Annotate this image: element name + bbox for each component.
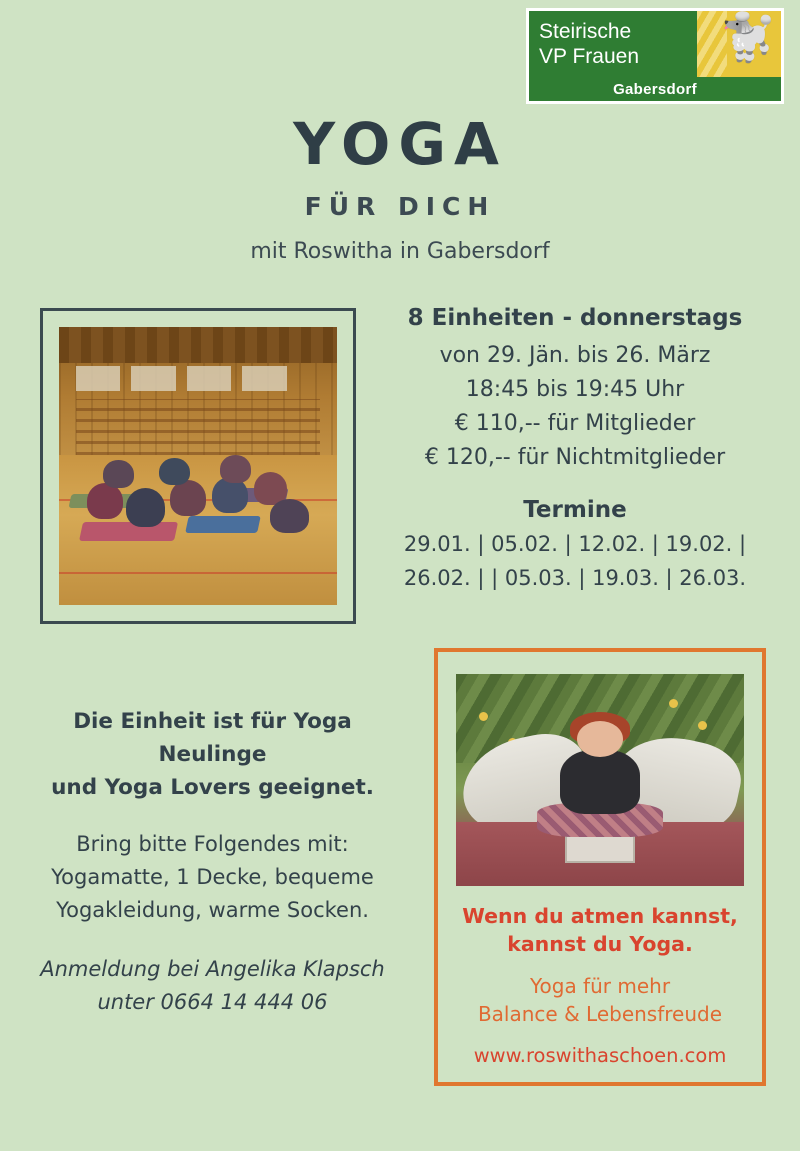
details-block (20, 705, 405, 1019)
page-title: YOGA (293, 110, 507, 178)
gym-window (242, 366, 286, 391)
organization-logo (526, 8, 784, 104)
course-line-price-members: € 110,-- für Mitglieder (454, 411, 696, 436)
gym-window (187, 366, 231, 391)
bring-line-1: Bring bitte Folgendes mit: (76, 832, 349, 856)
logo-line-1: Steirische (539, 20, 632, 43)
instructor-head (577, 721, 623, 757)
instructor-body (560, 750, 641, 814)
yoga-mat (79, 522, 178, 541)
suitability-line-1: Die Einheit ist für Yoga Neulinge (73, 709, 352, 767)
quote-line-2: kannst du Yoga. (507, 932, 693, 956)
instructor-portrait (456, 674, 744, 886)
gym-ceiling (59, 327, 337, 363)
appointments-heading: Termine (523, 497, 627, 523)
yoga-class-photo-image (59, 327, 337, 605)
course-line-price-nonmembers: € 120,-- für Nichtmitglieder (424, 445, 726, 470)
registration-phone: unter 0664 14 444 06 (97, 990, 328, 1014)
panther-icon (697, 11, 781, 77)
logo-location-label: Gabersdorf (613, 80, 697, 98)
floor-marking (59, 572, 337, 574)
appointments-line-1: 29.01. | 05.02. | 12.02. | 19.02. | (403, 532, 747, 556)
poster-header (0, 110, 800, 264)
suitability-line-2: und Yoga Lovers geeignet. (51, 775, 374, 800)
yoga-participant (220, 455, 251, 483)
logo-line-2: VP Frauen (539, 45, 640, 68)
gym-window (76, 366, 120, 391)
course-heading: 8 Einheiten - donnerstags (407, 305, 743, 331)
wall-bars (76, 399, 321, 455)
appointments-line-2: 26.02. | | 05.03. | 19.03. | 26.03. (403, 566, 747, 590)
yoga-mat (185, 516, 261, 533)
website-url[interactable]: www.roswithaschoen.com (473, 1044, 727, 1067)
yoga-class-photo (40, 308, 356, 624)
page-tagline: mit Roswitha in Gabersdorf (250, 239, 550, 264)
panther-glyph: 🐩 (719, 11, 777, 64)
logo-location-bar (529, 77, 781, 101)
course-line-time: 18:45 bis 19:45 Uhr (465, 377, 685, 402)
registration-line-1: Anmeldung bei Angelika Klapsch (40, 957, 385, 981)
course-line-dates: von 29. Jän. bis 26. März (439, 343, 711, 368)
logo-top-row (529, 11, 781, 77)
course-info (370, 305, 780, 595)
flower-icon (698, 721, 707, 730)
yoga-participant (103, 460, 134, 488)
yoga-participant (87, 483, 123, 519)
instructor-card (434, 648, 766, 1086)
bring-line-3: Yogakleidung, warme Socken. (56, 898, 369, 922)
quote-line-1: Wenn du atmen kannst, (462, 904, 738, 928)
yoga-participant (170, 480, 206, 516)
gym-window (131, 366, 175, 391)
slogan-line-2: Balance & Lebensfreude (477, 1002, 723, 1026)
slogan-line-1: Yoga für mehr (529, 974, 671, 998)
yoga-participant (270, 499, 309, 532)
bring-line-2: Yogamatte, 1 Decke, bequeme (51, 865, 374, 889)
yoga-participant (159, 458, 190, 486)
yoga-participant (126, 488, 165, 527)
bench-plate (565, 835, 634, 863)
page-subtitle: FÜR DICH (304, 192, 496, 221)
logo-text-block (529, 11, 697, 77)
